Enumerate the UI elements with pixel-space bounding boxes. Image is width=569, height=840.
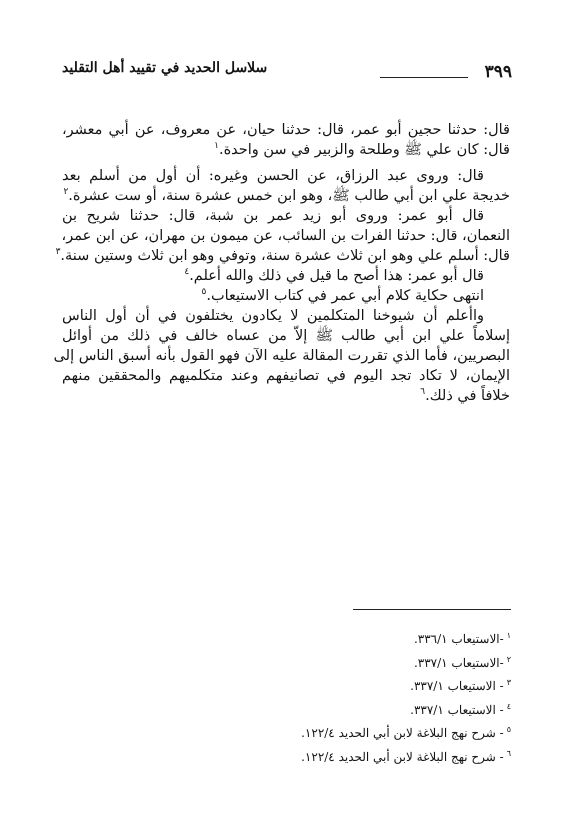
footnote-separator (353, 609, 511, 610)
footnote-number: ٤ (506, 701, 511, 711)
line-text: الإيمان، لا تكاد تجد اليوم في تصانيفهم وعند متكلميهم والمحققين منهم (62, 368, 510, 384)
line-text: قال أبو عمر: وروى أبو زيد عمر بن شبة، قال: حدثنا شريح بن (62, 208, 484, 224)
line-text: إسلاماً علي ابن أبي طالب ﷺ إلاّ من عساه خالف في ذلك من أوائل (62, 328, 510, 344)
footnote-marker[interactable]: ٦ (420, 387, 426, 398)
line-text: النعمان، قال: حدثنا الفرات بن السائب، عن ميمون بن مهران، عن ابن عمر، (61, 228, 510, 244)
footnote-item (211, 652, 511, 676)
footnote-item (211, 628, 511, 652)
line-text: قال: كان علي ﷺ وطلحة والزبير في سن واحدة. (218, 142, 510, 158)
line-text: انتهى حكاية كلام أبي عمر في كتاب الاستيعاب. (206, 288, 484, 304)
text-line (62, 286, 510, 306)
line-text: قال: حدثنا حجين أبو عمر، قال: حدثنا حيان، عن معروف، عن أبي معشر، (62, 122, 510, 138)
footnote-item (211, 699, 511, 723)
book-title: سلاسل الحديد في تقييد أهل التقليد (62, 60, 268, 76)
text-line (62, 326, 510, 346)
text-line (62, 166, 510, 186)
text-line (53, 346, 510, 366)
footnote-item (211, 722, 511, 746)
footnote-marker[interactable]: ٥ (201, 287, 207, 298)
text-line (62, 120, 510, 140)
text-line (62, 306, 510, 326)
footnote-number: ٢ (506, 654, 511, 664)
running-header (62, 60, 512, 86)
text-line (62, 386, 510, 406)
footnote-text: -الاستيعاب ٣٣٧/١. (413, 655, 504, 670)
footnote-text: - شرح نهج البلاغة لابن أبي الحديد ١٢٢/٤. (301, 749, 504, 764)
text-line (55, 246, 510, 266)
line-text: قال: وروى عبد الرزاق، عن الحسن وغيره: أن أول من أسلم بعد (62, 168, 484, 184)
footnote-number: ٣ (506, 678, 511, 687)
footnote-text: - شرح نهج البلاغة لابن أبي الحديد ١٢٢/٤. (301, 726, 504, 740)
footnote-text: - الاستيعاب ٣٣٧/١. (410, 679, 504, 693)
text-line (62, 226, 510, 246)
footnote-marker[interactable]: ٤ (184, 267, 190, 278)
footnote-number: ٦ (506, 748, 511, 758)
line-text: خلافاً في ذلك. (425, 388, 510, 404)
line-text: واأعلم أن شيوخنا المتكلمين لا يكادون يختلفون في أن أول الناس (62, 308, 484, 324)
line-text: خديجة علي ابن أبي طالب ﷺ، وهو ابن خمس عشرة سنة، أو ست عشرة. (68, 188, 510, 204)
footnote-item (211, 675, 511, 699)
page-number: ٣٩٩ (484, 62, 512, 82)
footnote-marker[interactable]: ٢ (63, 187, 69, 198)
footnote-text: - الاستيعاب ٣٣٧/١. (410, 702, 504, 717)
line-text: البصريين، فأما الذي تقررت المقالة عليه الآن فهو القول بأنه أسبق الناس إلى (53, 348, 510, 364)
footnote-marker[interactable]: ١ (214, 141, 219, 152)
footnotes (211, 628, 511, 769)
footnote-marker[interactable]: ٣ (55, 247, 61, 258)
footnote-number: ١ (506, 631, 511, 640)
footnote-item (211, 746, 511, 770)
header-rule (380, 77, 468, 78)
footnote-number: ٥ (506, 725, 511, 734)
text-line (62, 266, 510, 286)
line-text: قال أبو عمر: هذا أصح ما قيل في ذلك والله أعلم. (189, 268, 484, 284)
text-line (62, 206, 510, 226)
text-line (62, 140, 510, 160)
text-line (62, 186, 510, 206)
footnote-text: -الاستيعاب ٣٣٦/١. (413, 632, 504, 646)
body-text (53, 120, 510, 406)
line-text: قال: أسلم علي وهو ابن ثلاث عشرة سنة، وتوفي وهو ابن ثلاث وستين سنة. (60, 248, 510, 264)
text-line (62, 366, 510, 386)
